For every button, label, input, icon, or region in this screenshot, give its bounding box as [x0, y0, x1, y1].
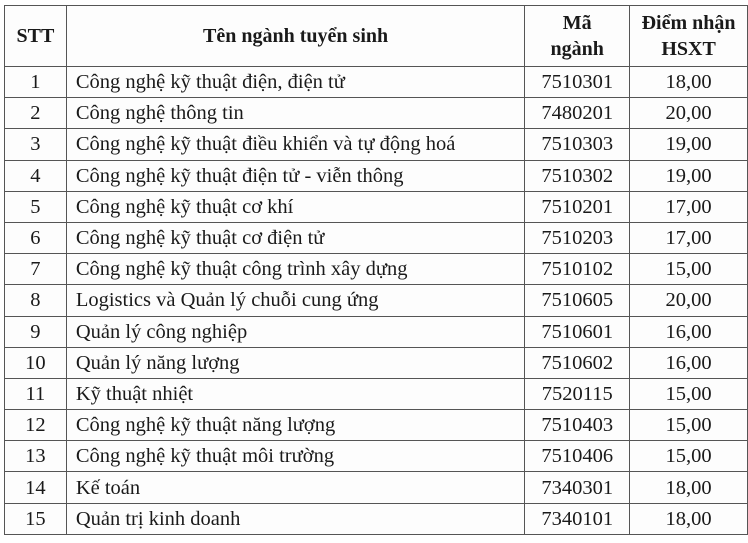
row-score: 15,00: [630, 410, 748, 441]
row-major-code: 7510203: [525, 222, 630, 253]
row-score: 18,00: [630, 503, 748, 534]
row-score: 16,00: [630, 347, 748, 378]
row-stt: 15: [5, 503, 67, 534]
row-major-code: 7510601: [525, 316, 630, 347]
table-row: [5, 254, 748, 285]
table-row: [5, 472, 748, 503]
row-major-name: Quản lý công nghiệp: [66, 316, 525, 347]
table-row: [5, 285, 748, 316]
row-score: 17,00: [630, 222, 748, 253]
row-stt: 6: [5, 222, 67, 253]
row-major-name: Công nghệ kỹ thuật cơ điện tử: [66, 222, 525, 253]
table-row: [5, 441, 748, 472]
row-major-code: 7510201: [525, 191, 630, 222]
row-stt: 13: [5, 441, 67, 472]
header-stt: STT: [5, 6, 67, 67]
row-major-code: 7340101: [525, 503, 630, 534]
row-score: 15,00: [630, 441, 748, 472]
row-major-code: 7480201: [525, 98, 630, 129]
row-stt: 3: [5, 129, 67, 160]
row-stt: 7: [5, 254, 67, 285]
row-score: 19,00: [630, 129, 748, 160]
row-major-name: Công nghệ thông tin: [66, 98, 525, 129]
row-major-name: Công nghệ kỹ thuật điều khiển và tự động hoá: [66, 129, 525, 160]
header-score-line2: HSXT: [661, 38, 716, 60]
row-major-name: Logistics và Quản lý chuỗi cung ứng: [66, 285, 525, 316]
row-stt: 9: [5, 316, 67, 347]
row-major-code: 7510602: [525, 347, 630, 378]
table-row: [5, 129, 748, 160]
row-stt: 10: [5, 347, 67, 378]
row-score: 19,00: [630, 160, 748, 191]
row-score: 16,00: [630, 316, 748, 347]
table-body: [5, 67, 748, 535]
row-major-code: 7510301: [525, 67, 630, 98]
row-major-name: Công nghệ kỹ thuật môi trường: [66, 441, 525, 472]
table-row: [5, 67, 748, 98]
row-score: 15,00: [630, 254, 748, 285]
table-row: [5, 222, 748, 253]
header-score: [630, 6, 748, 67]
row-major-name: Công nghệ kỹ thuật điện, điện tử: [66, 67, 525, 98]
row-major-name: Quản trị kinh doanh: [66, 503, 525, 534]
header-major-code-line2: ngành: [550, 38, 604, 60]
row-major-name: Công nghệ kỹ thuật năng lượng: [66, 410, 525, 441]
row-stt: 4: [5, 160, 67, 191]
row-score: 17,00: [630, 191, 748, 222]
row-major-name: Công nghệ kỹ thuật điện tử - viễn thông: [66, 160, 525, 191]
table-row: [5, 316, 748, 347]
header-score-line1: Điểm nhận: [641, 12, 736, 34]
header-row: [5, 6, 748, 67]
row-major-name: Công nghệ kỹ thuật cơ khí: [66, 191, 525, 222]
row-score: 20,00: [630, 98, 748, 129]
table-row: [5, 378, 748, 409]
row-stt: 5: [5, 191, 67, 222]
row-stt: 12: [5, 410, 67, 441]
admission-scores-table: [4, 5, 748, 535]
row-major-code: 7510303: [525, 129, 630, 160]
row-major-name: Quản lý năng lượng: [66, 347, 525, 378]
row-major-code: 7510406: [525, 441, 630, 472]
row-score: 18,00: [630, 67, 748, 98]
row-score: 15,00: [630, 378, 748, 409]
row-major-code: 7510302: [525, 160, 630, 191]
table-row: [5, 191, 748, 222]
table-row: [5, 160, 748, 191]
row-major-name: Công nghệ kỹ thuật công trình xây dựng: [66, 254, 525, 285]
row-score: 18,00: [630, 472, 748, 503]
row-stt: 1: [5, 67, 67, 98]
table-row: [5, 503, 748, 534]
row-stt: 14: [5, 472, 67, 503]
row-major-code: 7510605: [525, 285, 630, 316]
row-major-code: 7510403: [525, 410, 630, 441]
table-row: [5, 410, 748, 441]
table-row: [5, 98, 748, 129]
row-major-name: Kế toán: [66, 472, 525, 503]
row-score: 20,00: [630, 285, 748, 316]
row-stt: 2: [5, 98, 67, 129]
row-major-code: 7510102: [525, 254, 630, 285]
row-stt: 8: [5, 285, 67, 316]
header-major-name: Tên ngành tuyển sinh: [66, 6, 525, 67]
row-major-name: Kỹ thuật nhiệt: [66, 378, 525, 409]
row-major-code: 7340301: [525, 472, 630, 503]
header-major-code-line1: Mã: [562, 12, 592, 34]
header-major-code: [525, 6, 630, 67]
table-row: [5, 347, 748, 378]
row-major-code: 7520115: [525, 378, 630, 409]
row-stt: 11: [5, 378, 67, 409]
